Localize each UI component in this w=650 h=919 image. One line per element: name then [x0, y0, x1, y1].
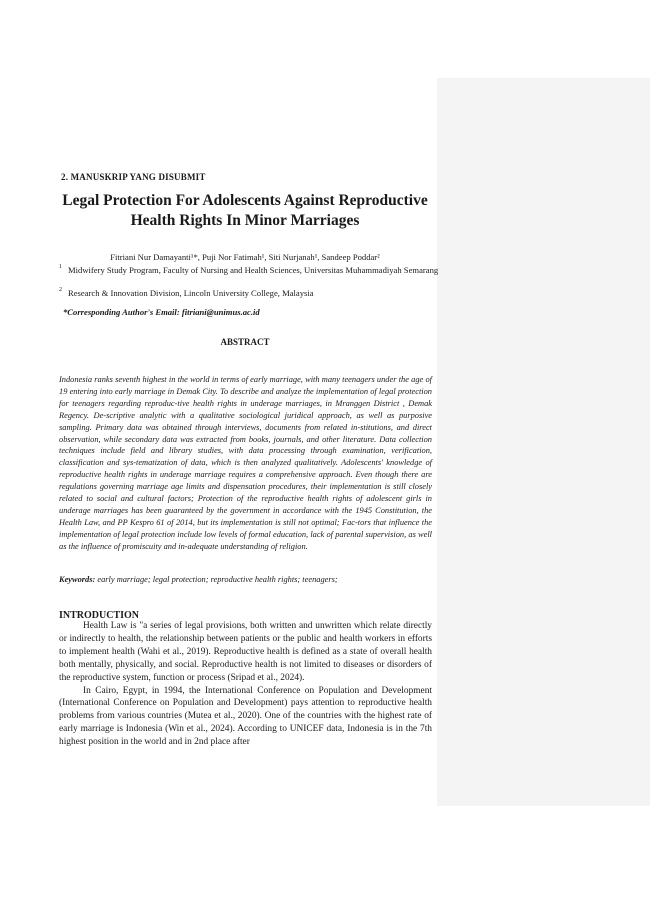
affiliation-mark: 2 [59, 287, 62, 293]
introduction-heading: INTRODUCTION [59, 610, 140, 621]
introduction-body [59, 620, 432, 749]
abstract-heading: ABSTRACT [220, 337, 270, 347]
paragraph: In Cairo, Egypt, in 1994, the International Conference on Population and Development (International Conference on Population and Development) pays attention to reproductive health problems from various countries (Mutea et al., 2020). One of the countries with the highest rate of early marriage is Indonesia (Win et al., 2024). According to UNICEF data, Indonesia is in the 7th highest position in the world and in 2nd place after [59, 685, 432, 748]
affiliation-text: Midwifery Study Program, Faculty of Nursing and Health Sciences, Universitas Muhammadiyah Semarang [68, 265, 439, 275]
corresponding-author: *Corresponding Author's Email: fitriani@unimus.ac.id [63, 307, 260, 317]
affiliation-mark: 1 [59, 264, 62, 270]
author-list: Fitriani Nur Damayanti¹*, Puji Nor Fatimah¹, Siti Nurjanah¹, Sandeep Poddar² [110, 252, 380, 262]
side-panel [437, 78, 650, 806]
abstract-text: Indonesia ranks seventh highest in the world in terms of early marriage, with many teenagers under the age of 19 entering into early marriage in Demak City. To describe and analyze the implementation of legal protection for teenagers regarding reproduc-tive health rights in underage marriages, in Mranggen District , Demak Regency. De-scriptive analytic with a qualitative sociological juridical approach, as well as purposive sampling. Primary data was obtained through interviews, documents from related in-stitutions, and direct observation, while secondary data was extracted from books, journals, and other literature. Data collection techniques include field and library studies, with data processing through examination, verification, classification and sys-tematization of data, which is then analyzed qualitatively. Adolescents' knowledge of reproductive health rights in underage marriage requires a comprehensive approach. Even though there are regulations governing marriage age limits and dispensation procedures, their implementation is still closely related to social and cultural factors; Protection of the reproductive health rights of adolescent girls in underage marriages has been guaranteed by the government in accordance with the 1945 Constitution, the Health Law, and PP Kespro 61 of 2014, but its implementation is still not optimal; Fac-tors that influence the implementation of legal protection include low levels of formal education, lack of parental supervision, as well as the influence of promiscuity and in-adequate understanding of religion. [59, 375, 432, 551]
affiliation-text: Research & Innovation Division, Lincoln University College, Malaysia [68, 288, 314, 298]
keywords [59, 575, 432, 584]
paper-title [40, 191, 450, 231]
paragraph: Health Law is "a series of legal provisions, both written and unwritten which relate directly or indirectly to health, the relationship between patients or the public and health workers in efforts to implement health (Wahi et al., 2019). Reproductive health is defined as a state of overall health both mentally, physically, and social. Reproductive health is not limited to diseases or disorders of the reproductive system, function or process (Sripad et al., 2024). [59, 621, 432, 683]
title-line-1: Legal Protection For Adolescents Against Reproductive [62, 192, 428, 209]
keywords-list: early marriage; legal protection; reproductive health rights; teenagers; [95, 575, 338, 584]
section-label: 2. MANUSKRIP YANG DISUBMIT [61, 172, 206, 182]
keywords-label: Keywords: [59, 575, 96, 584]
affiliation-2 [59, 288, 440, 299]
affiliation-1 [59, 265, 440, 276]
title-line-2: Health Rights In Minor Marriages [130, 212, 360, 229]
